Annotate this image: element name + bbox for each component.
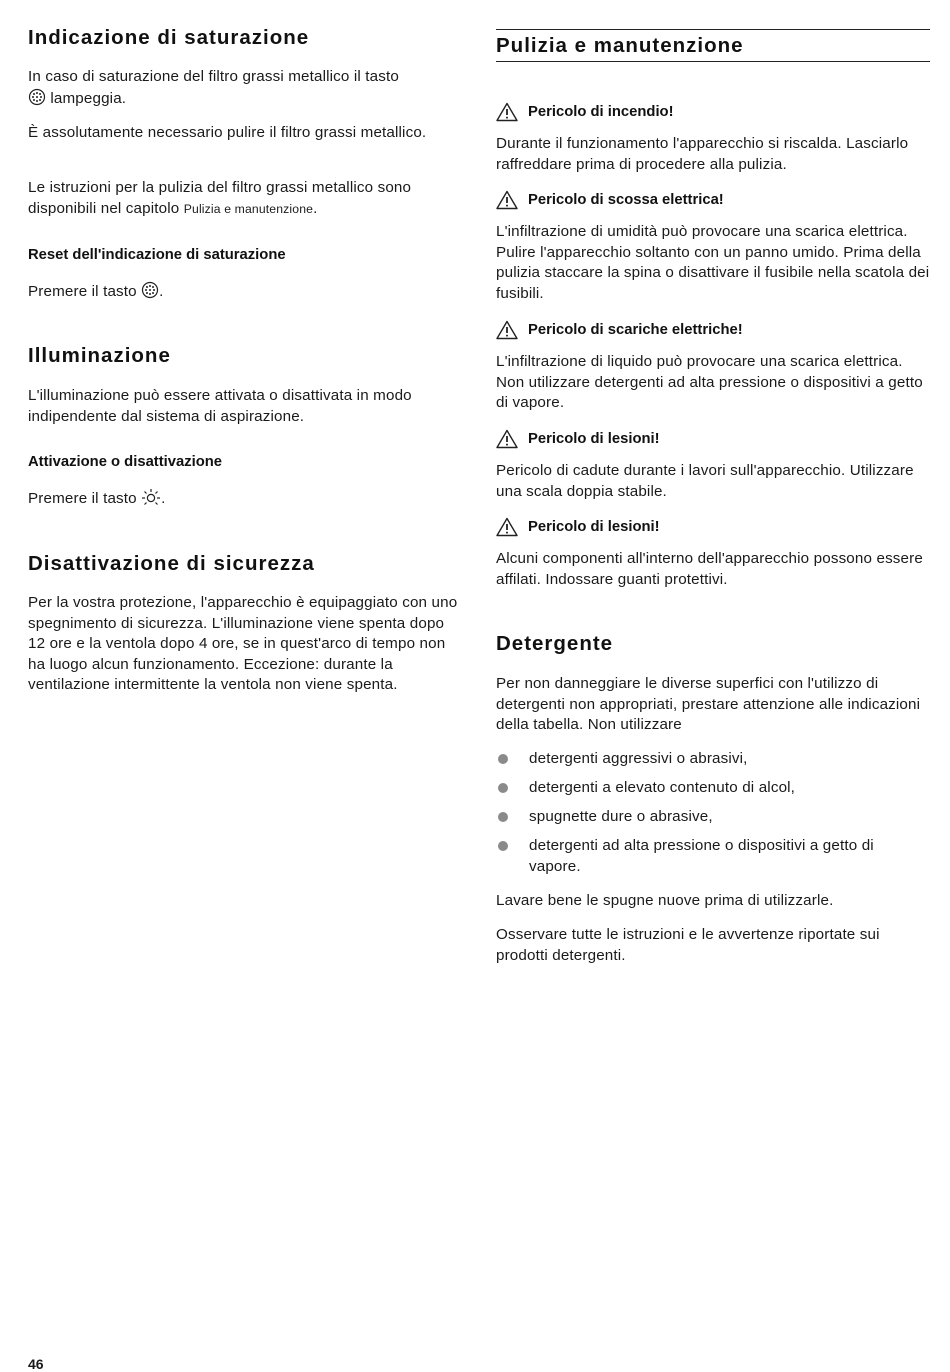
list-item-text: spugnette dure o abrasive, — [529, 808, 713, 825]
detergent-paragraph-3: Osservare tutte le istruzioni e le avvertenze riportate sui prodotti detergenti. — [496, 926, 880, 964]
lighting-heading: Illuminazione — [28, 344, 171, 367]
warning-heading — [496, 190, 724, 210]
warning-text: Durante il funzionamento l'apparecchio si riscalda. Lasciarlo raffreddare prima di procedere alla pulizia. — [496, 135, 909, 173]
detergent-heading: Detergente — [496, 632, 614, 655]
warning-title: Pericolo di lesioni! — [528, 431, 660, 447]
filter-grid-icon — [28, 88, 46, 106]
list-item-text: detergenti aggressivi o abrasivi, — [529, 750, 748, 767]
warning-heading — [496, 429, 660, 449]
saturation-heading: Indicazione di saturazione — [28, 26, 310, 49]
lighting-instruction: Premere il tasto . — [28, 490, 166, 507]
warning-text: L'infiltrazione di liquido può provocare una scarica elettrica. Non utilizzare detergenti ad alta pressione o dispositivi a getto di vapore. — [496, 353, 923, 411]
page-number: 46 — [28, 1356, 44, 1372]
warning-heading — [496, 102, 674, 122]
lighting-paragraph: L'illuminazione può essere attivata o disattivata in modo indipendente dal sistema di aspirazione. — [28, 387, 412, 425]
saturation-paragraph-3: Le istruzioni per la pulizia del filtro grassi metallico sono disponibili nel capitolo Pulizia e manutenzione. — [28, 179, 412, 217]
warning-heading — [496, 517, 660, 537]
list-item-text: detergenti a elevato contenuto di alcol, — [529, 779, 796, 796]
safety-off-heading: Disattivazione di sicurezza — [28, 552, 315, 575]
filter-grid-icon — [141, 281, 159, 299]
saturation-paragraph-1: In caso di saturazione del filtro grassi metallico il tasto lampeggia. — [28, 68, 399, 107]
reset-subheading: Reset dell'indicazione di saturazione — [28, 247, 286, 263]
warning-text: Pericolo di cadute durante i lavori sull'apparecchio. Utilizzare una scala doppia stabile. — [496, 462, 914, 500]
warning-triangle-icon — [496, 102, 518, 122]
warning-triangle-icon — [496, 517, 518, 537]
warning-heading — [496, 320, 743, 340]
warning-text: L'infiltrazione di umidità può provocare una scarica elettrica. Pulire l'apparecchio soltanto con un panno umido. Prima della pulizia staccare la spina o disattivare il fusibile nella scatola dei fusibili. — [496, 223, 930, 302]
light-bulb-icon — [141, 488, 161, 506]
warning-title: Pericolo di incendio! — [528, 104, 674, 120]
cleaning-heading: Pulizia e manutenzione — [496, 34, 744, 57]
warning-title: Pericolo di lesioni! — [528, 519, 660, 535]
warning-triangle-icon — [496, 190, 518, 210]
heading-rule-bottom — [496, 61, 930, 62]
chapter-reference: Pulizia e manutenzione — [183, 201, 314, 216]
detergent-paragraph-2: Lavare bene le spugne nuove prima di utilizzarle. — [496, 892, 834, 909]
bullet-dot — [498, 841, 508, 851]
saturation-paragraph-2: È assolutamente necessario pulire il filtro grassi metallico. — [28, 124, 427, 141]
bullet-dot — [498, 783, 508, 793]
warning-triangle-icon — [496, 429, 518, 449]
safety-off-paragraph: Per la vostra protezione, l'apparecchio è equipaggiato con uno spegnimento di sicurezza. L'illuminazione viene spenta dopo 12 ore e la ventola dopo 4 ore, se in quest'arco di tempo non ha luogo alcun funzionamento. Eccezione: durante la ventilazione intermittente la ventola non viene spenta. — [28, 594, 458, 693]
reset-instruction: Premere il tasto . — [28, 283, 164, 300]
heading-rule-top — [496, 29, 930, 30]
bullet-dot — [498, 812, 508, 822]
warning-text: Alcuni componenti all'interno dell'apparecchio possono essere affilati. Indossare guanti protettivi. — [496, 550, 923, 588]
list-item-text: detergenti ad alta pressione o dispositivi a getto di vapore. — [529, 837, 874, 875]
warning-triangle-icon — [496, 320, 518, 340]
lighting-subheading: Attivazione o disattivazione — [28, 454, 223, 470]
bullet-dot — [498, 754, 508, 764]
warning-title: Pericolo di scossa elettrica! — [528, 192, 724, 208]
warning-title: Pericolo di scariche elettriche! — [528, 322, 743, 338]
detergent-paragraph-1: Per non danneggiare le diverse superfici con l'utilizzo di detergenti non appropriati, prestare attenzione alle indicazioni della tabella. Non utilizzare — [496, 675, 921, 733]
